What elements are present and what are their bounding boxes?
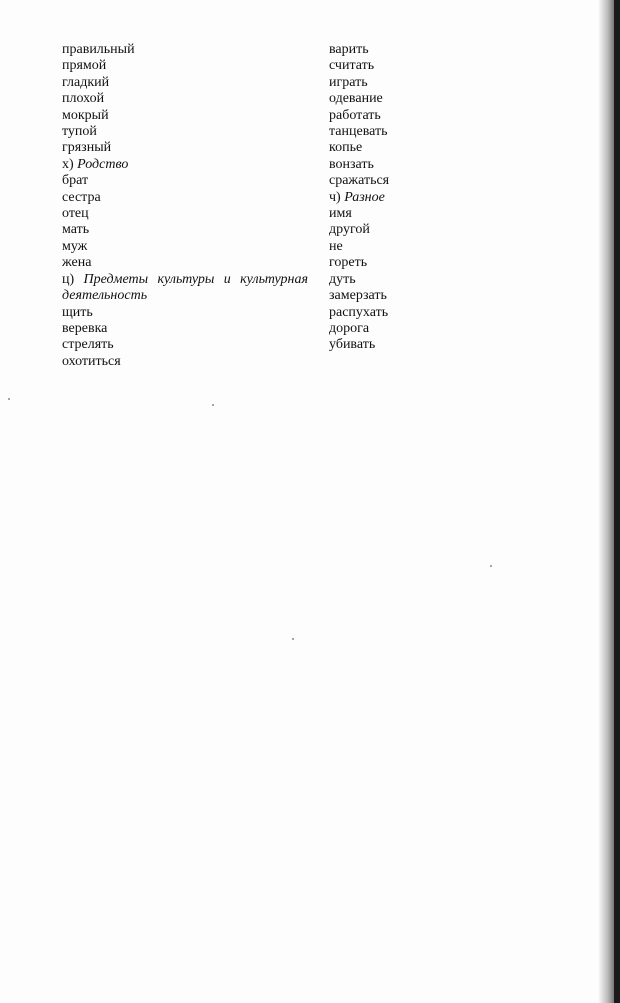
- word-item: сестра: [62, 189, 101, 205]
- word-item: охотиться: [62, 353, 121, 369]
- word-item: веревка: [62, 320, 108, 336]
- word-item: убивать: [329, 337, 376, 353]
- word-item: сражаться: [329, 173, 390, 189]
- page-spine-edge: [614, 0, 620, 1003]
- word-item: гладкий: [62, 74, 110, 90]
- word-item: другой: [329, 222, 370, 238]
- word-item: правильный: [62, 42, 135, 57]
- word-item: вонзать: [329, 156, 374, 172]
- word-item: мать: [62, 222, 90, 238]
- word-item: мокрый: [62, 107, 109, 123]
- word-item: играть: [329, 74, 368, 90]
- word-item: плохой: [62, 91, 105, 107]
- word-item: дорога: [329, 320, 370, 336]
- section-title: Родство: [77, 156, 129, 172]
- section-marker: ц): [62, 271, 75, 287]
- left-word-column: [62, 42, 308, 370]
- word-item: замерзать: [329, 288, 387, 304]
- word-item: стрелять: [62, 337, 114, 353]
- word-item: тупой: [62, 124, 97, 140]
- section-marker: х): [62, 156, 74, 172]
- scan-speck: [8, 398, 10, 400]
- word-item: прямой: [62, 58, 107, 74]
- word-item: отец: [62, 206, 89, 222]
- scan-speck: [212, 404, 214, 406]
- section-heading-culture: [62, 272, 308, 305]
- section-heading-kinship: [62, 157, 308, 173]
- right-word-column: [329, 42, 409, 354]
- scan-speck: [292, 638, 294, 640]
- section-heading-misc: [329, 190, 409, 206]
- word-item: щить: [62, 304, 93, 320]
- word-item: имя: [329, 206, 352, 222]
- word-item: дуть: [329, 271, 356, 287]
- word-item: распухать: [329, 304, 389, 320]
- section-title: Предметы культуры и культурная деятельность: [62, 271, 308, 304]
- word-item: копье: [329, 140, 363, 156]
- word-item: грязный: [62, 140, 112, 156]
- scan-speck: [490, 565, 492, 567]
- word-item: не: [329, 238, 343, 254]
- section-marker: ч): [329, 189, 341, 205]
- section-title: Разное: [344, 189, 385, 205]
- word-item: варить: [329, 42, 369, 57]
- word-item: гореть: [329, 255, 368, 271]
- word-item: танцевать: [329, 124, 388, 140]
- word-item: муж: [62, 238, 88, 254]
- word-item: считать: [329, 58, 375, 74]
- word-item: одевание: [329, 91, 383, 107]
- word-item: брат: [62, 173, 89, 189]
- word-item: жена: [62, 255, 92, 271]
- word-item: работать: [329, 107, 381, 123]
